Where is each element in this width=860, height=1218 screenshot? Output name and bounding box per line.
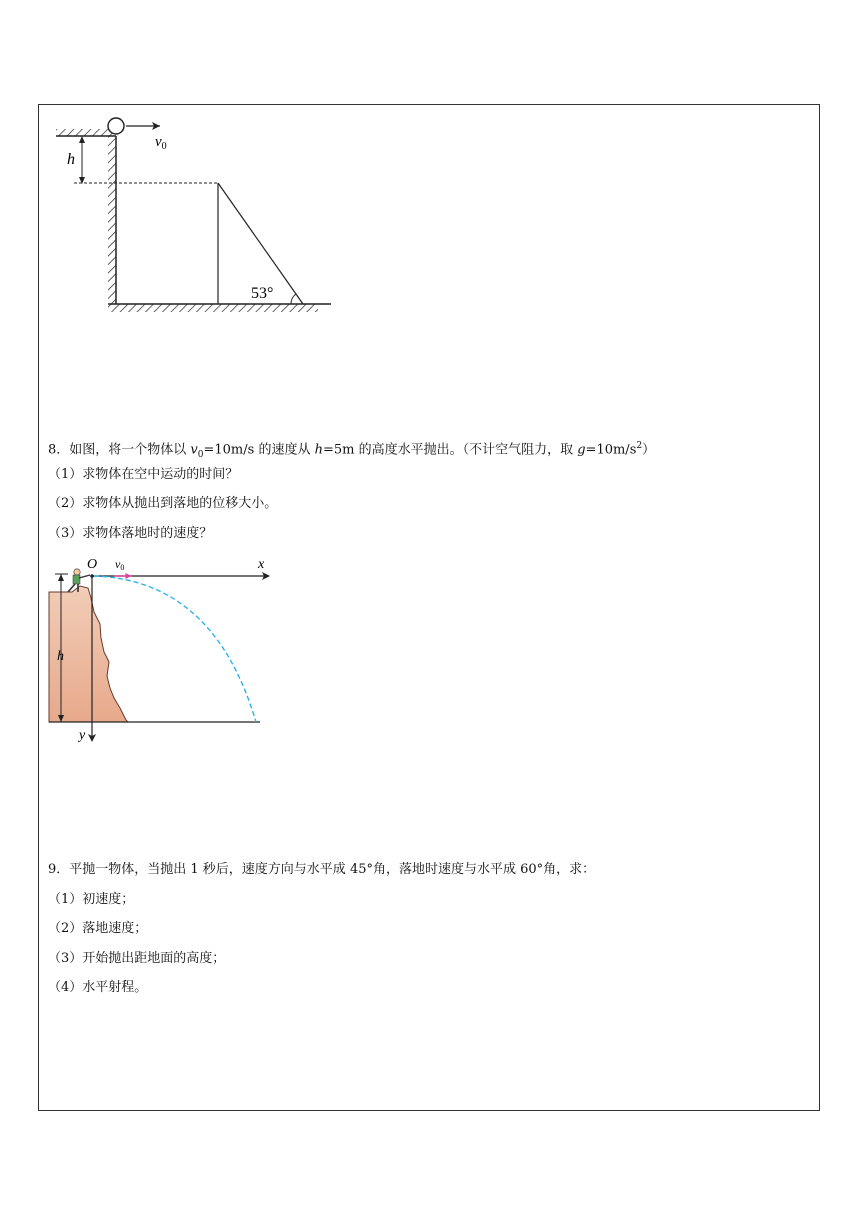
v0-label: v0: [115, 557, 125, 572]
trajectory: [94, 576, 256, 722]
y-axis-label: y: [79, 728, 86, 743]
q8-stem: 8．如图，将一个物体以 $v_0=10m/s$ 的速度从 h=5m 的高度水平抛出。（不计空气阻力，取 $g=10m/s^2$）: [48, 441, 656, 460]
origin-label: O: [87, 557, 98, 572]
h-label: h: [57, 649, 64, 664]
q9-part-2: （2）落地速度；: [48, 921, 148, 936]
figure-wall-incline: [48, 112, 348, 322]
q8-part-3: （3）求物体落地时的速度？: [48, 526, 213, 541]
q9-stem: 9．平抛一物体，当抛出 1 秒后，速度方向与水平成 45°角，落地时速度与水平成 60°角，求：: [48, 862, 596, 877]
origin-point: [90, 574, 94, 578]
v0-label: $v_0$: [155, 134, 167, 152]
wall-hatch: [108, 136, 116, 304]
ground-hatch: [108, 304, 318, 312]
q9-part-1: （1）初速度；: [48, 892, 135, 907]
ball: [108, 118, 124, 134]
q8-part-2: （2）求物体从抛出到落地的位移大小。: [48, 496, 278, 511]
h-label: h: [67, 151, 75, 168]
q8-part-1: （1）求物体在空中运动的时间？: [48, 467, 239, 482]
angle-arc: [291, 294, 296, 304]
x-axis-label: x: [258, 557, 265, 572]
q9-part-3: （3）开始抛出距地面的高度；: [48, 951, 226, 966]
figure-cliff-projectile: [44, 552, 284, 744]
q9-part-4: （4）水平射程。: [48, 980, 148, 995]
angle-label: 53°: [251, 285, 274, 302]
